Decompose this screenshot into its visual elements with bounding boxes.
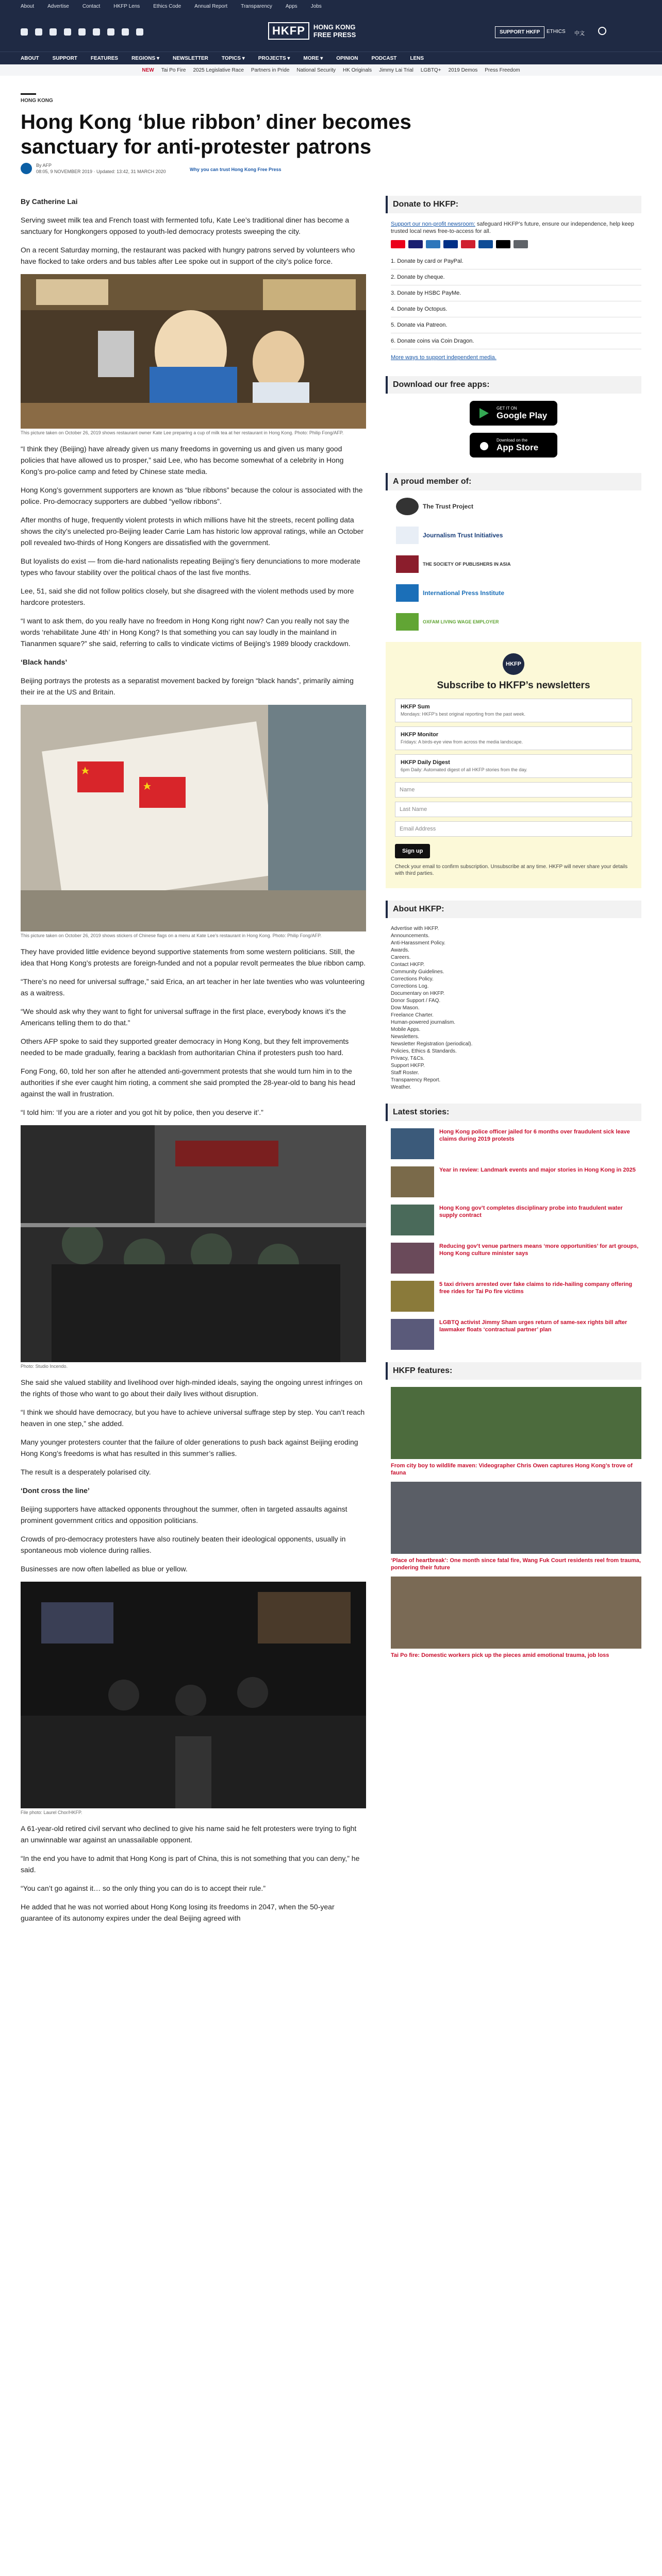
paragraph: Beijing supporters have attacked opponents throughout the summer, often in targeted assaults against prominent government critics and opposition politicians. — [21, 1505, 347, 1524]
photo-caption: This picture taken on October 26, 2019 shows stickers of Chinese flags on a menu at Kate Lee’s restaurant in Hong Kong. Photo: Philip Fong/AFP. — [21, 933, 322, 938]
latest-story[interactable] — [391, 1319, 641, 1350]
paragraph: Many younger protesters counter that the failure of older generations to push back against Beijing eroding Hong Kong’s freedoms is what has resulted in this summer’s rallies. — [21, 1438, 358, 1458]
feature-title[interactable]: ‘Place of heartbreak’: One month since fatal fire, Wang Fuk Court residents reel from trauma, pondering their future — [391, 1557, 641, 1571]
google-play-label: Google Play — [496, 410, 548, 420]
story-title[interactable]: Reducing gov’t venue partners means ‘more opportunities’ for art groups, Hong Kong culture minister says — [439, 1243, 639, 1257]
nav-about[interactable]: ABOUT — [21, 55, 39, 61]
top-link-annual-report[interactable]: Annual Report — [194, 4, 228, 9]
police-photo-illustration — [21, 1125, 366, 1362]
email-field[interactable]: Email Address — [395, 821, 632, 837]
about-link[interactable]: Newsletter Registration (periodical). — [391, 1041, 473, 1047]
top-link-apps[interactable]: Apps — [285, 4, 297, 9]
whatsapp-icon[interactable] — [122, 28, 129, 36]
option-desc: Mondays: HKFP’s best original reporting from the past week. — [401, 711, 525, 717]
rss-icon[interactable] — [136, 28, 143, 36]
paragraph: After months of huge, frequently violent protests in which millions have hit the streets, recent polling data shows the city’s unelected pro-Beijing leader Carrie Lam has historic low approval ratings, while an October poll revealed two-thirds of Hong Kongers are dissatisfied with the government. — [21, 516, 364, 547]
photo-menu-stickers — [21, 705, 366, 931]
story-thumbnail — [391, 1205, 434, 1235]
social-links — [21, 28, 143, 36]
latest-story[interactable] — [391, 1128, 641, 1159]
paragraph: “We should ask why they want to fight for universal suffrage in the first place, everybody knows it’s the Americans telling them to do that.” — [21, 1007, 346, 1027]
sopa-logo — [396, 555, 419, 573]
story-title[interactable]: Year in review: Landmark events and major stories in Hong Kong in 2025 — [439, 1167, 636, 1173]
donate-option[interactable]: 6. Donate coins via Coin Dragon. — [391, 333, 641, 349]
option-title: HKFP Daily Digest — [401, 759, 450, 766]
about-link[interactable]: Awards. — [391, 947, 409, 953]
donate-more-link[interactable]: More ways to support independent media. — [391, 354, 496, 361]
about-link[interactable]: Privacy, T&Cs. — [391, 1056, 425, 1061]
support-hkfp-button[interactable]: SUPPORT HKFP — [495, 26, 544, 38]
donate-intro-link[interactable]: Support our non-profit newsroom: — [391, 221, 475, 227]
paragraph: “There’s no need for universal suffrage,” said Erica, an art teacher in her late twenties who was volunteering as a waitress. — [21, 977, 365, 997]
latest-story[interactable] — [391, 1205, 641, 1235]
subscribe-fineprint: Check your email to confirm subscription. Unsubscribe at any time. HKFP will never share your details with third parties. — [395, 864, 628, 876]
paragraph: They have provided little evidence beyond supportive statements from some western politicians. Still, the idea that Hong Kong’s protests are foreign-funded and not a popular revolt permeates the blue ribbon camp. — [21, 947, 366, 967]
googlepay-icon — [514, 240, 528, 248]
about-link[interactable]: Advertise with HKFP. — [391, 926, 439, 931]
photo-riot-police — [21, 1125, 366, 1362]
app-store-label: App Store — [496, 442, 539, 452]
photo-caption: Photo: Studio Incendo. — [21, 1364, 68, 1369]
newsletter-option-digest[interactable] — [395, 754, 632, 778]
nav-newsletter[interactable]: NEWSLETTER — [172, 55, 208, 61]
about-link[interactable]: Support HKFP. — [391, 1063, 425, 1069]
top-link-lens[interactable]: HKFP Lens — [113, 4, 140, 9]
option-title: HKFP Sum — [401, 704, 430, 710]
story-title[interactable]: LGBTQ activist Jimmy Sham urges return of same-sex rights bill after lawmaker floats ‘contractual partner’ plan — [439, 1319, 627, 1333]
paragraph: “I think we should have democracy, but you have to achieve universal suffrage step by step. You can’t reach heaven in one step,” she added. — [21, 1408, 365, 1428]
member-name: Journalism Trust Initiatives — [423, 532, 503, 539]
top-link-contact[interactable]: Contact — [82, 4, 101, 9]
logo-mark: HKFP — [268, 22, 309, 40]
about-link[interactable]: Community Guidelines. — [391, 969, 444, 975]
paragraph: “I think they (Beijing) have already given us many freedoms in governing us and given us many good policies that have allowed us to prosper,” said Lee, who has become somewhat of a celebrity in Hong Kong’s pro-police camp and feted by Chinese state media. — [21, 445, 344, 476]
nav-podcast[interactable]: PODCAST — [371, 55, 397, 61]
paragraph: Lee, 51, said she did not follow politics closely, but she disagreed with the violent methods used by more hardcore protesters. — [21, 587, 354, 606]
newsletter-option-monitor[interactable] — [395, 726, 632, 750]
paragraph: Hong Kong’s government supporters are known as “blue ribbons” because the colour is associated with the police. Pro-democracy supporters are dubbed “yellow ribbons”. — [21, 486, 363, 505]
donate-option[interactable]: 1. Donate by card or PayPal. — [391, 253, 641, 269]
trending-link[interactable]: 2019 Demos — [448, 67, 478, 73]
article-headline: Hong Kong ‘blue ribbon’ diner becomes sanctuary for anti-protester patrons — [21, 111, 411, 158]
first-name-field[interactable]: Name — [395, 782, 632, 798]
top-link-about[interactable]: About — [21, 4, 35, 9]
byline-author[interactable]: By AFP — [36, 163, 52, 168]
about-link[interactable]: Weather. — [391, 1084, 411, 1090]
trending-link[interactable]: Press Freedom — [485, 67, 520, 73]
paragraph: Beijing portrays the protests as a separatist movement backed by foreign “black hands”, primarily aiming their ire at the US and Britain. — [21, 676, 354, 696]
amex-icon — [426, 240, 440, 248]
diner-photo-illustration — [21, 274, 366, 429]
latest-story[interactable] — [391, 1166, 641, 1197]
google-play-icon — [478, 407, 490, 419]
member-name: THE SOCIETY OF PUBLISHERS IN ASIA — [423, 562, 511, 567]
nav-lens[interactable]: LENS — [410, 55, 424, 61]
newsletter-option-sum[interactable] — [395, 699, 632, 722]
feature-image — [391, 1482, 641, 1554]
member-sopa[interactable] — [396, 555, 641, 573]
about-link[interactable]: Anti-Harassment Policy. — [391, 940, 445, 946]
paypal-icon — [443, 240, 458, 248]
trending-link[interactable]: 2025 Legislative Race — [193, 67, 244, 73]
about-link[interactable]: Freelance Charter. — [391, 1012, 434, 1018]
photo-caption: This picture taken on October 26, 2019 shows restaurant owner Kate Lee preparing a cup of milk tea at her restaurant in Hong Kong. Photo: Philip Fong/AFP. — [21, 430, 344, 435]
top-utility-bar — [0, 0, 662, 13]
author-avatar — [21, 163, 32, 174]
option-desc: 6pm Daily: Automated digest of all HKFP stories from the day. — [401, 767, 527, 772]
donate-options-list — [391, 253, 641, 349]
story-title[interactable]: Hong Kong police officer jailed for 6 months over fraudulent sick leave claims during 2019 protests — [439, 1129, 630, 1142]
jti-logo — [396, 527, 419, 544]
instagram-icon[interactable] — [35, 28, 42, 36]
top-link-advertise[interactable]: Advertise — [47, 4, 69, 9]
applepay-icon — [496, 240, 510, 248]
member-jti[interactable] — [396, 527, 641, 544]
new-badge: NEW — [142, 67, 154, 73]
latest-story[interactable] — [391, 1243, 641, 1274]
paragraph: “In the end you have to admit that Hong Kong is part of China, this is not something that you can deny,” he said. — [21, 1854, 360, 1874]
byline — [21, 162, 166, 175]
main-nav — [0, 52, 662, 64]
about-link[interactable]: Staff Roster. — [391, 1070, 419, 1076]
trending-link[interactable]: Jimmy Lai Trial — [379, 67, 413, 73]
last-name-field[interactable]: Last Name — [395, 802, 632, 817]
paragraph: The result is a desperately polarised city. — [21, 1468, 151, 1476]
telegram-icon[interactable] — [93, 28, 100, 36]
donate-option[interactable]: 2. Donate by cheque. — [391, 269, 641, 285]
article-body — [21, 196, 366, 1931]
member-name: International Press Institute — [423, 589, 505, 597]
trending-link[interactable]: HK Originals — [342, 67, 372, 73]
about-link[interactable]: Documentary on HKFP. — [391, 991, 445, 996]
about-link[interactable]: Careers. — [391, 955, 411, 960]
paragraph: “You can’t go against it… so the only thing you can do is to accept their rule.” — [21, 1884, 266, 1892]
about-link[interactable]: Donor Support / FAQ. — [391, 998, 441, 1004]
about-link[interactable]: Corrections Policy. — [391, 976, 434, 982]
mastercard-icon — [391, 240, 405, 248]
logo-line-1: HONG KONG — [313, 23, 356, 31]
paragraph: “I want to ask them, do you really have no freedom in Hong Kong right now? Can you really not say the words ‘rehabilitate June 4th’ in Hong Kong? Is that something you can say loudly in the mainland in Tiananmen square?” she said, referring to calls to vindicate victims of Beijing’s 1989 bloody crackdown. — [21, 617, 351, 648]
google-play-button[interactable] — [470, 401, 557, 426]
feature-title[interactable]: Tai Po fire: Domestic workers pick up the pieces amid emotional trauma, job loss — [391, 1652, 609, 1658]
trending-link[interactable]: National Security — [296, 67, 336, 73]
paragraph: But loyalists do exist — from die-hard nationalists repeating Beijing’s fiery denunciations to more moderate types who favour stability over the political chaos of the last five months. — [21, 557, 360, 577]
apple-icon — [478, 439, 490, 451]
google-play-small: GET IT ON — [496, 405, 517, 411]
about-heading: About HKFP: — [386, 901, 641, 918]
top-link-transparency[interactable]: Transparency — [241, 4, 272, 9]
masthead — [0, 13, 662, 52]
visa-icon — [408, 240, 423, 248]
about-link[interactable]: Announcements. — [391, 933, 430, 939]
members-heading: A proud member of: — [386, 473, 641, 490]
about-link[interactable]: Transparency Report. — [391, 1077, 441, 1083]
member-oxfam[interactable] — [396, 613, 641, 631]
paragraph: On a recent Saturday morning, the restaurant was packed with hungry patrons served by volunteers who have flocked to take orders and bus tables after Lee spoke out in support of the city’s police force. — [21, 246, 355, 265]
top-link-jobs[interactable]: Jobs — [310, 4, 322, 9]
logo-line-2: FREE PRESS — [313, 31, 356, 39]
story-thumbnail — [391, 1281, 434, 1312]
app-store-button[interactable] — [470, 433, 557, 457]
menu-photo-illustration — [21, 705, 366, 931]
about-link[interactable]: Contact HKFP. — [391, 962, 425, 968]
threads-icon[interactable] — [64, 28, 71, 36]
member-name: The Trust Project — [423, 503, 474, 510]
feature-image — [391, 1387, 641, 1459]
about-link[interactable]: Newsletters. — [391, 1034, 420, 1040]
sign-up-button[interactable]: Sign up — [395, 844, 430, 858]
paragraph: She said she valued stability and livelihood over high-minded ideals, saying the ongoing unrest infringes on the rights of those who want to go about their daily lives without disruption. — [21, 1378, 363, 1398]
option-title: HKFP Monitor — [401, 732, 439, 738]
subscribe-title: Subscribe to HKFP’s newsletters — [437, 680, 590, 691]
byline-date: 08:05, 9 NOVEMBER 2019 · Updated: 13:42, 31 MARCH 2020 — [36, 169, 166, 174]
app-store-small: Download on the — [496, 437, 528, 443]
latest-story[interactable] — [391, 1281, 641, 1312]
site-logo[interactable] — [268, 22, 356, 40]
email-icon[interactable] — [107, 28, 114, 36]
donate-option[interactable]: 3. Donate by HSBC PayMe. — [391, 285, 641, 301]
photo-caption: File photo: Laurel Chor/HKFP. — [21, 1810, 82, 1815]
paragraph: Crowds of pro-democracy protesters have also routinely beaten their ideological opponents, usually in spontaneous mob violence during rallies. — [21, 1535, 346, 1554]
story-thumbnail — [391, 1128, 434, 1159]
story-title[interactable]: Hong Kong gov’t completes disciplinary probe into fraudulent water supply contract — [439, 1205, 623, 1218]
paragraph: “I told him: ‘If you are a rioter and you got hit by police, then you deserve it’.” — [21, 1108, 263, 1116]
about-link[interactable]: Policies, Ethics & Standards. — [391, 1048, 457, 1054]
feature-title[interactable]: From city boy to wildlife maven: Videographer Chris Owen captures Hong Kong’s trove of fauna — [391, 1463, 633, 1476]
top-link-ethics[interactable]: Ethics Code — [153, 4, 181, 9]
subheading: ‘Dont cross the line’ — [21, 1486, 90, 1495]
facebook-icon[interactable] — [21, 28, 28, 36]
nav-regions[interactable]: REGIONS ▾ — [131, 55, 159, 61]
paragraph: Others AFP spoke to said they supported greater democracy in Hong Kong, but they felt improvements needed to be made gradually, fearing a backlash from authoritarian China if protesters push too hard. — [21, 1037, 349, 1057]
donate-option[interactable]: 5. Donate via Patreon. — [391, 317, 641, 333]
kicker-rule — [21, 93, 36, 95]
story-thumbnail — [391, 1166, 434, 1197]
paragraph: Businesses are now often labelled as blue or yellow. — [21, 1565, 188, 1573]
photo-street-protest — [21, 1582, 366, 1808]
story-title[interactable]: 5 taxi drivers arrested over fake claims to ride-hailing company offering free rides for Tai Po fire victims — [439, 1281, 633, 1295]
trust-link[interactable]: Why you can trust Hong Kong Free Press — [190, 167, 282, 172]
donate-intro-text: safeguard HKFP’s future, ensure our independence, help keep trusted local news free-to-access for all. — [391, 221, 634, 234]
feature-image — [391, 1577, 641, 1649]
search-icon[interactable] — [598, 27, 606, 35]
option-desc: Fridays: A birds-eye view from across the media landscape. — [401, 739, 523, 744]
feature-story[interactable] — [391, 1482, 641, 1571]
jcb-icon — [478, 240, 493, 248]
nav-more[interactable]: MORE ▾ — [303, 55, 323, 61]
photo-diner-owner — [21, 274, 366, 429]
section-kicker[interactable]: HONG KONG — [21, 98, 53, 104]
nav-projects[interactable]: PROJECTS ▾ — [258, 55, 290, 61]
paragraph: Fong Fong, 60, told her son after he attended anti-government protests that she would turn him in to the authorities if she ever caught him rioting, a comment she said prompted the 28-year-old to bang his head against the wall in frustration. — [21, 1067, 356, 1098]
street-photo-illustration — [21, 1582, 366, 1808]
chinese-language-link[interactable]: 中文 — [574, 31, 585, 37]
member-trust-project[interactable] — [396, 498, 641, 515]
ethics-link[interactable]: ETHICS — [547, 29, 566, 35]
sidebar — [386, 196, 641, 1664]
member-name: OXFAM LIVING WAGE EMPLOYER — [423, 619, 499, 624]
feature-story[interactable] — [391, 1577, 641, 1659]
ipi-logo — [396, 584, 419, 602]
about-link[interactable]: Corrections Log. — [391, 984, 429, 989]
unionpay-icon — [461, 240, 475, 248]
about-link[interactable]: Human-powered journalism. — [391, 1020, 456, 1025]
subheading: ‘Black hands’ — [21, 658, 68, 666]
newsletter-signup — [386, 642, 641, 888]
nav-opinion[interactable]: OPINION — [336, 55, 358, 61]
oxfam-logo — [396, 613, 419, 631]
article-author: By Catherine Lai — [21, 197, 78, 206]
trust-project-logo — [396, 498, 419, 515]
nav-features[interactable]: FEATURES — [90, 55, 119, 61]
trending-link[interactable]: Partners in Pride — [251, 67, 290, 73]
paragraph: Serving sweet milk tea and French toast with fermented tofu, Kate Lee’s traditional diner has become a sanctuary for Hongkongers opposed to youth-led democracy protests sweeping the city. — [21, 216, 350, 235]
youtube-icon[interactable] — [78, 28, 86, 36]
donate-option[interactable]: 4. Donate by Octopus. — [391, 301, 641, 317]
story-thumbnail — [391, 1319, 434, 1350]
nav-support[interactable]: SUPPORT — [52, 55, 77, 61]
paragraph: He added that he was not worried about Hong Kong losing its freedoms in 2047, when the 50-year guarantee of its autonomy expires under the deal Beijing agreed with — [21, 1903, 335, 1922]
feature-story[interactable] — [391, 1387, 641, 1477]
nav-topics[interactable]: TOPICS ▾ — [221, 55, 245, 61]
about-link[interactable]: Dow Mason. — [391, 1005, 420, 1011]
hkfp-logo: HKFP — [503, 653, 524, 675]
latest-heading: Latest stories: — [386, 1104, 641, 1121]
trending-bar — [0, 64, 662, 76]
member-ipi[interactable] — [396, 584, 641, 602]
x-icon[interactable] — [49, 28, 57, 36]
features-heading: HKFP features: — [386, 1362, 641, 1380]
story-thumbnail — [391, 1243, 434, 1274]
donate-heading: Donate to HKFP: — [386, 196, 641, 213]
about-link[interactable]: Mobile Apps. — [391, 1027, 421, 1032]
apps-heading: Download our free apps: — [386, 376, 641, 394]
trending-link[interactable]: Tai Po Fire — [161, 67, 186, 73]
paragraph: A 61-year-old retired civil servant who declined to give his name said he felt protesters were trying to fight an unwinnable war against an unassailable opponent. — [21, 1824, 357, 1844]
payment-methods — [391, 240, 641, 248]
trending-link[interactable]: LGBTQ+ — [420, 67, 441, 73]
about-links — [386, 925, 641, 1091]
